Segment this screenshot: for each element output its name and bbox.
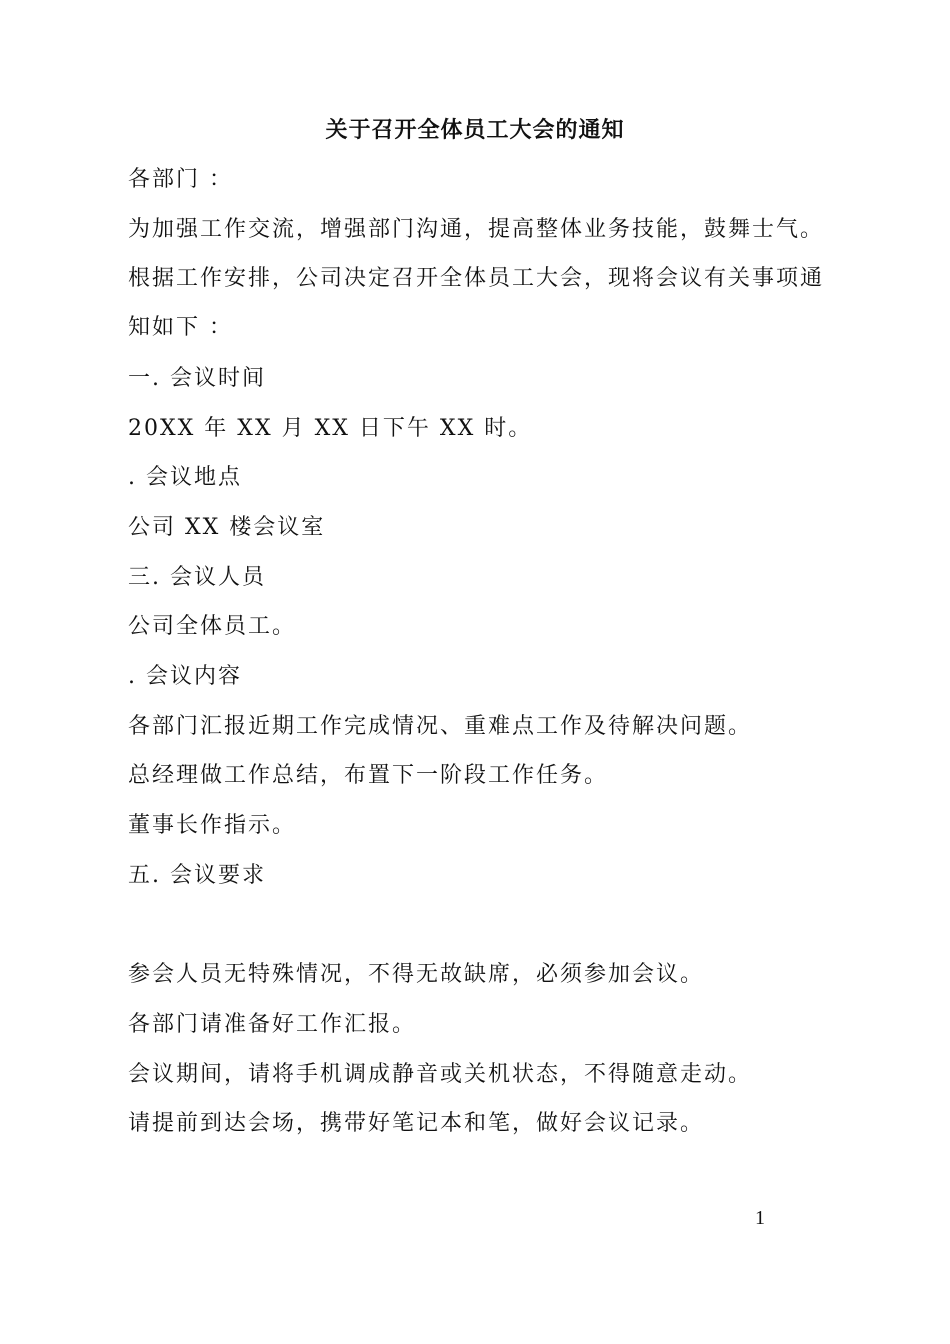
section-heading-time: 一. 会议时间	[128, 366, 266, 391]
section-content-item: 董事长作指示。	[128, 813, 297, 838]
page-number: 1	[755, 1207, 765, 1229]
section-content-item: 总经理做工作总结，布置下一阶段工作任务。	[128, 763, 609, 788]
section-heading-location: . 会议地点	[128, 465, 242, 490]
body-line-intro-3: 知如下 ：	[128, 315, 233, 340]
document-title: 关于召开全体员工大会的通知	[325, 117, 625, 143]
section-content-time: 20XX 年 XX 月 XX 日下午 XX 时。	[128, 416, 533, 441]
body-line-intro-1: 为加强工作交流，增强部门沟通，提高整体业务技能，鼓舞士气。	[128, 217, 825, 242]
section-content-location: 公司 XX 楼会议室	[128, 515, 326, 540]
section-heading-requirements: 五. 会议要求	[128, 863, 266, 888]
salutation-line: 各部门 ：	[128, 167, 233, 192]
body-line-intro-2: 根据工作安排，公司决定召开全体员工大会，现将会议有关事项通	[128, 266, 825, 291]
requirement-item: 参会人员无特殊情况，不得无故缺席，必须参加会议。	[128, 962, 705, 987]
requirement-item: 各部门请准备好工作汇报。	[128, 1012, 417, 1037]
section-heading-attendees: 三. 会议人员	[128, 565, 266, 590]
section-content-attendees: 公司全体员工。	[128, 614, 297, 639]
requirement-item: 请提前到达会场，携带好笔记本和笔，做好会议记录。	[128, 1111, 705, 1136]
requirement-item: 会议期间，请将手机调成静音或关机状态，不得随意走动。	[128, 1062, 753, 1087]
section-heading-content: . 会议内容	[128, 664, 242, 689]
section-content-item: 各部门汇报近期工作完成情况、重难点工作及待解决问题。	[128, 714, 753, 739]
